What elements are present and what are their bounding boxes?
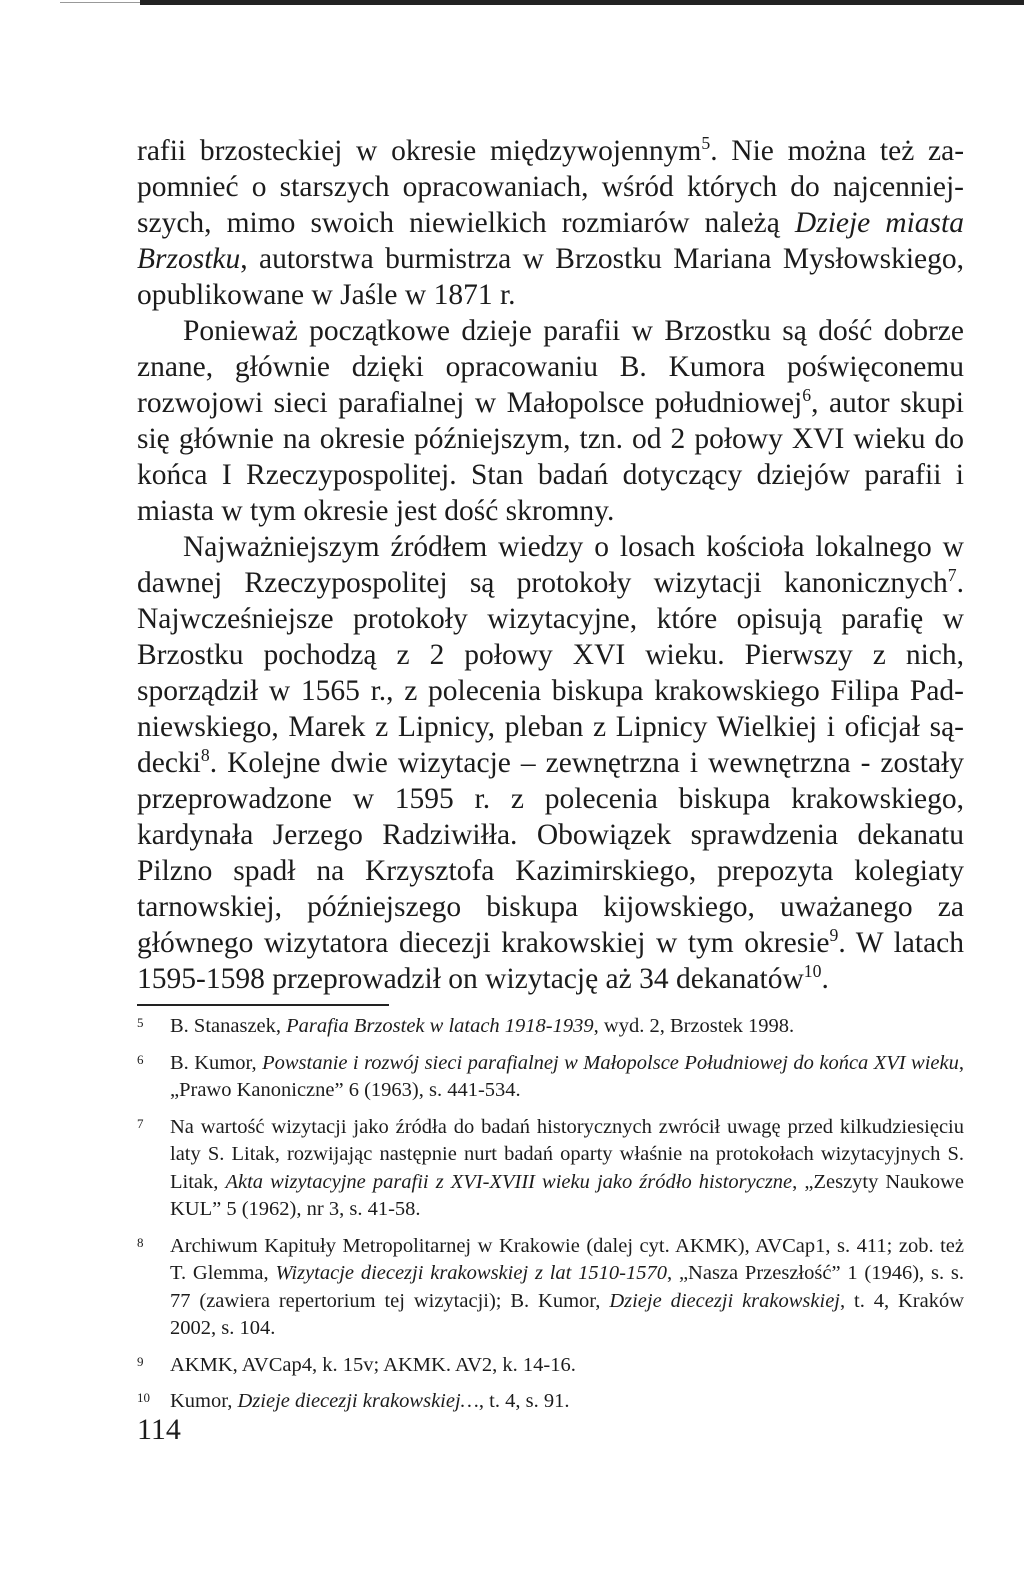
top-edge-rule — [140, 0, 1024, 5]
text-run: Na wartość wizytacji jako źródła do badań historycznych zwrócił uwagę przed kilkudziesięciu laty S. Litak, rozwijając następnie nurt badań oparty właśnie na protokołach wizytacyjnych S. Litak, — [170, 1115, 964, 1193]
text-run: , autorstwa burmistrza w Brzostku Mariana Mysłowskiego, opublikowane w Jaśle w 1871 r. — [137, 243, 964, 311]
footnote-ref: 5 — [701, 133, 711, 154]
footnote-10 — [137, 1388, 964, 1416]
footnote-6 — [137, 1050, 964, 1105]
footnote-text — [170, 1114, 964, 1224]
footnote-8 — [137, 1233, 964, 1343]
paragraph-3 — [137, 529, 964, 997]
footnote-number: 5 — [137, 1015, 144, 1030]
footnote-text — [170, 1388, 964, 1416]
page-number: 114 — [137, 1413, 181, 1446]
footnote-number: 9 — [137, 1353, 144, 1369]
footnote-separator — [137, 1004, 389, 1006]
body-text — [137, 133, 964, 997]
text-run: , autor skupi się głównie na okresie późniejszym, tzn. od 2 połowy XVI wieku do końca I Rzeczypospolitej. Stan badań dotyczący dziejów parafii i miasta w tym okresie jest dość skromny. — [137, 387, 964, 527]
text-run: B. Kumor, — [170, 1051, 263, 1074]
footnote-7 — [137, 1114, 964, 1224]
italic-title: Dzieje miasta Brzostku — [137, 207, 964, 275]
text-run: . Kolejne dwie wizytacje – zewnętrzna i wewnętrzna - zostały przeprowadzone w 1595 r. z polecenia biskupa krakowskiego, kardynała Jerzego Radziwiłła. Obowiązek sprawdzenia dekanatu Pilzno spadł na Krzysztofa Kazimirskiego, prepozyta kolegiaty tarnowskiej, późniejszego biskupa kijowskiego, uważanego za głównego wizytatora diecezji krakowskiej w tym okresie — [137, 747, 964, 959]
text-run: . W latach 1595-1598 przeprowadził on wizytację aż 34 dekanatów — [137, 927, 965, 995]
footnote-text — [170, 1050, 964, 1105]
paragraph-1 — [137, 133, 964, 313]
text-run: . Najwcześniejsze protokoły wizytacyjne, które opisują parafię w Brzostku pochodzą z 2 połowy XVI wieku. Pierwszy z nich, sporządził w 1565 r., z polecenia biskupa krakowskiego Filipa Padniewskiego, Marek z Lipnicy, pleban z Lipnicy Wielkiej i oficjał sądecki — [137, 567, 964, 779]
italic-title: Akta wizytacyjne parafii z XVI-XVIII wieku jako źródło historyczne — [225, 1170, 793, 1193]
footnote-9 — [137, 1352, 964, 1380]
footnote-number: 6 — [137, 1051, 144, 1067]
footnote-text — [170, 1013, 964, 1041]
text-run: AKMK, AVCap4, k. 15v; AKMK. AV2, k. 14-16. — [170, 1353, 576, 1376]
text-run: , wyd. 2, Brzostek 1998. — [593, 1015, 795, 1037]
text-run: , „Prawo Kanoniczne” 6 (1963), s. 441-534. — [170, 1051, 964, 1101]
text-run: rafii brzosteckiej w okresie międzywojennym — [137, 135, 702, 167]
text-run: . Nie można też zapomnieć o starszych opracowaniach, wśród których do najcenniejszych, mimo swoich niewielkich rozmiarów należą — [137, 135, 965, 239]
text-run: Najważniejszym źródłem wiedzy o losach kościoła lokalnego w dawnej Rzeczypospolitej są protokoły wizytacji kanonicznych — [137, 531, 964, 599]
text-run: , „Zeszyty Naukowe KUL” 5 (1962), nr 3, s. 41-58. — [170, 1170, 964, 1220]
text-run: . — [821, 963, 829, 995]
italic-title: Dzieje diecezji krakowskiej… — [237, 1390, 479, 1412]
footnote-number: 8 — [137, 1234, 144, 1250]
footnote-text — [170, 1233, 964, 1343]
text-run: , „Nasza Przeszłość” 1 (1946), s. s. 77 (zawiera repertorium tej wizytacji); B. Kumor, — [170, 1262, 965, 1312]
text-run: B. Stanaszek, — [170, 1015, 287, 1037]
italic-title: Parafia Brzostek w latach 1918-1939 — [286, 1015, 594, 1037]
footnote-5 — [137, 1013, 964, 1041]
footnote-ref: 10 — [803, 961, 822, 982]
footnote-ref: 6 — [802, 385, 812, 406]
italic-title: Dzieje diecezji krakowskiej — [609, 1289, 840, 1312]
text-run: , t. 4, Kraków 2002, s. 104. — [170, 1289, 965, 1339]
italic-title: Powstanie i rozwój sieci parafialnej w Małopolsce Południowej do końca XVI wieku — [262, 1051, 959, 1074]
text-run: Archiwum Kapituły Metropolitarnej w Krakowie (dalej cyt. AKMK), AVCap1, s. 411; zob. też T. Glemma, — [170, 1234, 964, 1284]
footnote-ref: 8 — [200, 745, 210, 766]
footnotes — [137, 1013, 964, 1425]
paragraph-2 — [137, 313, 964, 529]
footnote-ref: 7 — [947, 565, 957, 586]
italic-title: Wizytacje diecezji krakowskiej z lat 1510-1570 — [275, 1262, 668, 1284]
text-run: Ponieważ początkowe dzieje parafii w Brzostku są dość dobrze znane, głównie dzięki opracowaniu B. Kumora poświęconemu rozwojowi sieci parafialnej w Małopolsce południowej — [137, 315, 964, 419]
top-edge-line — [60, 2, 140, 3]
footnote-text — [170, 1352, 964, 1380]
footnote-number: 7 — [137, 1115, 144, 1131]
text-run: , t. 4, s. 91. — [478, 1390, 570, 1412]
text-run: Kumor, — [170, 1390, 238, 1412]
footnote-number: 10 — [137, 1390, 150, 1405]
footnote-ref: 9 — [829, 925, 839, 946]
